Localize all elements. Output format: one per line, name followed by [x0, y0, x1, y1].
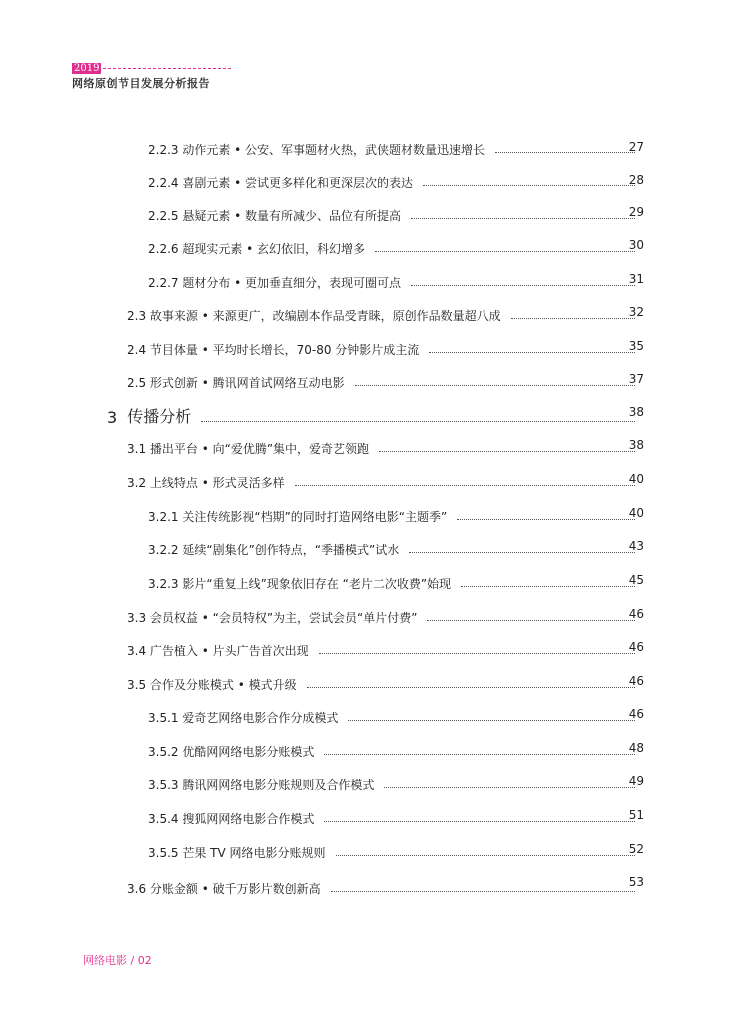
toc-entry-label: 3.1 播出平台 • 向“爱优腾”集中，爱奇艺领跑 — [127, 442, 370, 456]
toc-leader-dots — [375, 251, 635, 252]
toc-page-number: 38 — [628, 405, 644, 419]
toc-entry-label: 3.2 上线特点 • 形式灵活多样 — [127, 476, 285, 490]
toc-page-number: 51 — [628, 808, 644, 822]
toc-leader-dots — [384, 787, 635, 788]
toc-entry-label: 3.5.4 搜狐网网络电影合作模式 — [148, 812, 315, 826]
toc-page-number: 40 — [628, 506, 644, 520]
toc-chapter-label: 传播分析 — [127, 407, 192, 426]
toc-page-number: 32 — [628, 305, 644, 319]
toc-leader-dots — [336, 855, 635, 856]
toc-leader-dots — [423, 185, 635, 186]
toc-leader-dots — [331, 891, 635, 892]
toc-entry[interactable] — [148, 807, 645, 827]
toc-leader-dots — [379, 451, 635, 452]
toc-entry[interactable] — [127, 877, 645, 897]
toc-entry-label: 3.2.1 关注传统影视“档期”的同时打造网络电影“主题季” — [148, 510, 448, 524]
toc-entry[interactable] — [127, 673, 645, 693]
toc-entry-label: 2.2.4 喜剧元素 • 尝试更多样化和更深层次的表达 — [148, 176, 414, 190]
toc-page-number: 31 — [628, 272, 644, 286]
toc-entry[interactable] — [148, 271, 645, 291]
toc-page-number: 37 — [628, 372, 644, 386]
toc-entry[interactable] — [127, 437, 645, 457]
toc-page-number: 48 — [628, 741, 644, 755]
report-year: 2019 — [74, 62, 100, 74]
toc-entry-label: 2.4 节目体量 • 平均时长增长，70-80 分钟影片成主流 — [127, 343, 420, 357]
toc-page-number: 43 — [628, 539, 644, 553]
toc-entry[interactable] — [148, 138, 645, 158]
toc-entry[interactable] — [148, 171, 645, 191]
toc-page-number: 53 — [628, 875, 644, 889]
toc-entry[interactable] — [148, 773, 645, 793]
toc-entry-label: 3.4 广告植入 • 片头广告首次出现 — [127, 644, 309, 658]
toc-entry[interactable] — [127, 304, 645, 324]
toc-entry-label: 3.2.2 延续“剧集化”创作特点，“季播模式”试水 — [148, 543, 400, 557]
toc-leader-dots — [429, 352, 635, 353]
toc-page-number: 46 — [628, 674, 644, 688]
toc-leader-dots — [409, 552, 635, 553]
toc-leader-dots — [295, 485, 635, 486]
toc-entry-label: 3.5.5 芒果 TV 网络电影分账规则 — [148, 846, 326, 860]
toc-leader-dots — [461, 586, 635, 587]
toc-entry-label: 2.2.6 超现实元素 • 玄幻依旧，科幻增多 — [148, 242, 366, 256]
toc-leader-dots — [355, 385, 635, 386]
toc-leader-dots — [411, 285, 635, 286]
toc-entry-label: 2.2.3 动作元素 • 公安、军事题材火热，武侠题材数量迅速增长 — [148, 143, 486, 157]
toc-entry[interactable] — [148, 706, 645, 726]
toc-chapter-entry[interactable] — [107, 403, 645, 427]
toc-entry[interactable] — [148, 538, 645, 558]
toc-page-number: 28 — [628, 173, 644, 187]
page-footer: 网络电影 / 02 — [83, 954, 152, 967]
toc-entry-label: 3.6 分账金额 • 破千万影片数创新高 — [127, 882, 321, 896]
toc-entry[interactable] — [148, 740, 645, 760]
toc-entry-label: 3.5.2 优酷网网络电影分账模式 — [148, 745, 315, 759]
toc-page-number: 38 — [628, 438, 644, 452]
toc-page-number: 40 — [628, 472, 644, 486]
toc-leader-dots — [427, 620, 635, 621]
toc-entry-label: 2.2.5 悬疑元素 • 数量有所减少、品位有所提高 — [148, 209, 402, 223]
toc-entry[interactable] — [127, 639, 645, 659]
toc-entry[interactable] — [127, 371, 645, 391]
toc-page-number: 46 — [628, 707, 644, 721]
toc-page-number: 30 — [628, 238, 644, 252]
toc-page-number: 46 — [628, 640, 644, 654]
report-title: 网络原创节目发展分析报告 — [72, 77, 210, 90]
toc-entry[interactable] — [148, 841, 645, 861]
toc-leader-dots — [319, 653, 635, 654]
toc-page-number: 52 — [628, 842, 644, 856]
toc-entry-label: 3.2.3 影片“重复上线”现象依旧存在 “老片二次收费”始现 — [148, 577, 452, 591]
toc-entry[interactable] — [127, 338, 645, 358]
toc-leader-dots — [307, 687, 635, 688]
toc-entry-label: 2.2.7 题材分布 • 更加垂直细分，表现可圈可点 — [148, 276, 402, 290]
toc-page-number: 27 — [628, 140, 644, 154]
toc-entry-label: 2.5 形式创新 • 腾讯网首试网络互动电影 — [127, 376, 345, 390]
toc-page-number: 29 — [628, 205, 644, 219]
toc-entry[interactable] — [127, 471, 645, 491]
toc-entry[interactable] — [148, 505, 645, 525]
toc-entry-label: 3.5.3 腾讯网网络电影分账规则及合作模式 — [148, 778, 375, 792]
toc-entry[interactable] — [148, 204, 645, 224]
toc-chapter-number: 3 — [107, 408, 118, 427]
toc-entry[interactable] — [148, 237, 645, 257]
toc-leader-dots — [457, 519, 635, 520]
toc-leader-dots — [411, 218, 635, 219]
toc-leader-dots — [201, 421, 635, 422]
toc-page-number: 45 — [628, 573, 644, 587]
toc-entry-label: 3.5.1 爱奇艺网络电影合作分成模式 — [148, 711, 339, 725]
toc-entry-label: 3.3 会员权益 • “会员特权”为主，尝试会员“单片付费” — [127, 611, 418, 625]
toc-entry[interactable] — [148, 572, 645, 592]
toc-entry[interactable] — [127, 606, 645, 626]
toc-page-number: 35 — [628, 339, 644, 353]
toc-entry-label: 2.3 故事来源 • 来源更广，改编剧本作品受青睐，原创作品数量超八成 — [127, 309, 501, 323]
toc-leader-dots — [324, 754, 635, 755]
toc-leader-dots — [324, 821, 635, 822]
toc-entry-label: 3.5 合作及分账模式 • 模式升级 — [127, 678, 297, 692]
toc-page-number: 46 — [628, 607, 644, 621]
toc-page-number: 49 — [628, 774, 644, 788]
toc-leader-dots — [348, 720, 635, 721]
